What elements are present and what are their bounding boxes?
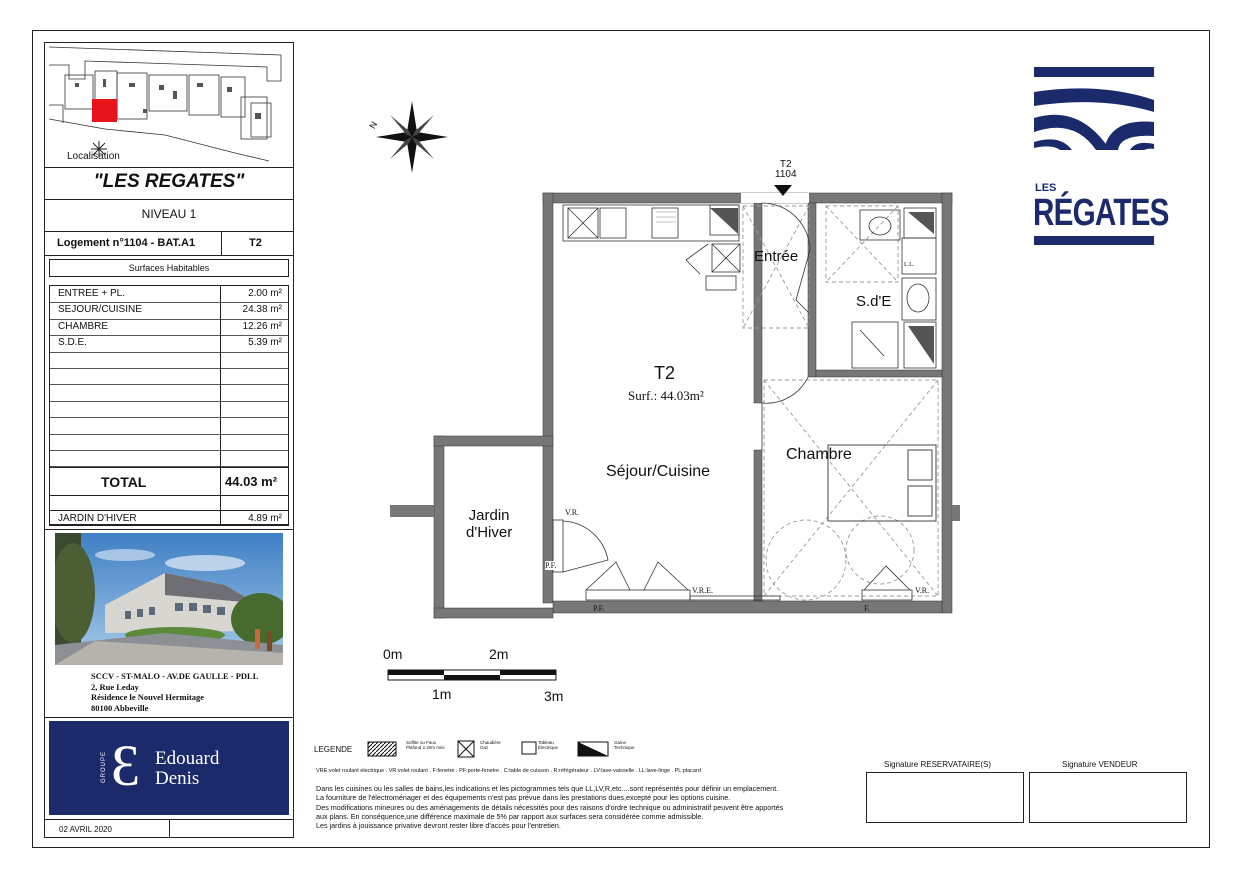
signature-vendeur-box[interactable]	[1029, 772, 1187, 823]
room-label-entree: Entrée	[754, 248, 799, 265]
note-line: aux plans. En conséquence,une différence maximale de 5% par rapport aux surfaces sera considérée comme admissible.	[316, 811, 704, 821]
surface-value: 12.26 m²	[242, 320, 282, 332]
note-line: Des modifications mineures ou des aménagements de détails nécessités pour des raisons d'ordre technique ou administratif peuvent être apportés	[316, 802, 784, 812]
vr-label: V.R.	[915, 586, 930, 595]
surface-value: 24.38 m²	[242, 304, 282, 316]
project-title: "LES REGATES"	[93, 171, 245, 192]
surfaces-header: Surfaces Habitables	[49, 259, 289, 277]
vre-label: V.R.E.	[692, 586, 713, 595]
signature-reservataire-box[interactable]	[866, 772, 1024, 823]
floor-level: NIVEAU 1	[141, 207, 197, 221]
apartment-number: Logement n°1104 - BAT.A1	[57, 237, 196, 249]
vr-label: V.R.	[565, 508, 580, 517]
scale-label: 3m	[544, 688, 564, 704]
brand-logo-line1: LES	[1035, 182, 1057, 194]
document-date: 02 AVRIL 2020	[59, 825, 112, 834]
signature-reservataire-label: Signature RESERVATAIRE(S)	[884, 760, 991, 769]
apartment-surface-label: Surf.: 44.03m²	[628, 388, 704, 403]
pf-label: P.F.	[593, 604, 605, 613]
winter-garden-value: 4.89 m²	[248, 513, 282, 524]
jardin-line: Jardin	[468, 507, 510, 524]
scale-label: 1m	[432, 686, 452, 702]
f-label: F.	[864, 604, 870, 613]
room-label-chambre: Chambre	[786, 446, 852, 463]
scale-label: 2m	[489, 646, 509, 662]
ll-label: L.L.	[904, 262, 915, 268]
note-line: La fourniture de l'électroménager et des équipements n'est pas prévue dans les prestations dues,excepté pour les options cuisine.	[316, 793, 731, 803]
note-line: Les jardins à jouissance privative devront rester libre d'accès pour l'entretien.	[316, 821, 561, 831]
address-line: 80100 Abbeville	[91, 702, 149, 713]
brand-logo-line2: RÉGATES	[1033, 192, 1169, 234]
address-line: SCCV - ST-MALO - AV.DE GAULLE - PDLL	[91, 671, 259, 681]
legend-item: Chaudière Gaz	[480, 740, 501, 750]
legend-item: Soffite ou Faux Plafond 2.20m mini	[406, 740, 445, 750]
apartment-type-label: T2	[654, 363, 676, 383]
legend-item: Gaine Technique	[614, 740, 635, 750]
address-line: Résidence le Nouvel Hermitage	[91, 692, 205, 702]
legend-title: LEGENDE	[314, 745, 353, 754]
surface-label: ENTREE + PL.	[58, 288, 125, 299]
signature-vendeur-label: Signature VENDEUR	[1062, 760, 1138, 769]
pf-label: P.F.	[545, 561, 557, 570]
logo-line: Edouard	[155, 748, 220, 769]
localisation-label: Localisation	[67, 151, 120, 162]
legend-item: Tableau Électrique	[538, 740, 559, 750]
room-label-sejour: Séjour/Cuisine	[606, 463, 711, 480]
apartment-type: T2	[249, 237, 262, 249]
surface-label: CHAMBRE	[58, 320, 109, 332]
logo-line: Denis	[155, 768, 200, 789]
abbreviations: VRE:volet roulant electrique . VR:volet roulant . F:fenetre . PF:porte-fenetre . C:table de cuisson . R:réfrigérateur . LV:lave-vaisselle . LL:lave-linge . PL:placard	[316, 768, 701, 774]
surface-value: 5.39 m²	[248, 337, 282, 349]
total-value: 44.03 m²	[225, 474, 278, 489]
jardin-line: d'Hiver	[466, 524, 513, 541]
legal-notes	[316, 784, 856, 830]
door-label-number: 1104	[775, 169, 797, 180]
winter-garden-label: JARDIN D'HIVER	[58, 513, 137, 524]
room-label-jardin	[466, 507, 512, 541]
total-label: TOTAL	[101, 474, 147, 490]
surface-label: S.D.E.	[58, 337, 87, 349]
logo-prefix: GROUPE	[101, 750, 107, 783]
scale-bar	[388, 670, 556, 680]
surface-value: 2.00 m²	[248, 288, 282, 299]
compass-north-label: N	[367, 119, 380, 131]
surface-label: SEJOUR/CUISINE	[58, 304, 142, 316]
compass-rose-icon	[376, 101, 448, 173]
address-line: 2, Rue Leday	[91, 681, 139, 692]
note-line: Dans les cuisines ou les salles de bains,les indications et les pictogrammes tels que LL,LV,R,etc....sont représentés pour définir un emplacement.	[316, 784, 779, 793]
room-label-sde: S.d'E	[856, 293, 892, 310]
logo-e-glyph: Ɛ	[111, 733, 141, 798]
apartment-door-label	[775, 160, 797, 180]
door-label-type: T2	[779, 159, 792, 170]
scale-label: 0m	[383, 646, 403, 662]
